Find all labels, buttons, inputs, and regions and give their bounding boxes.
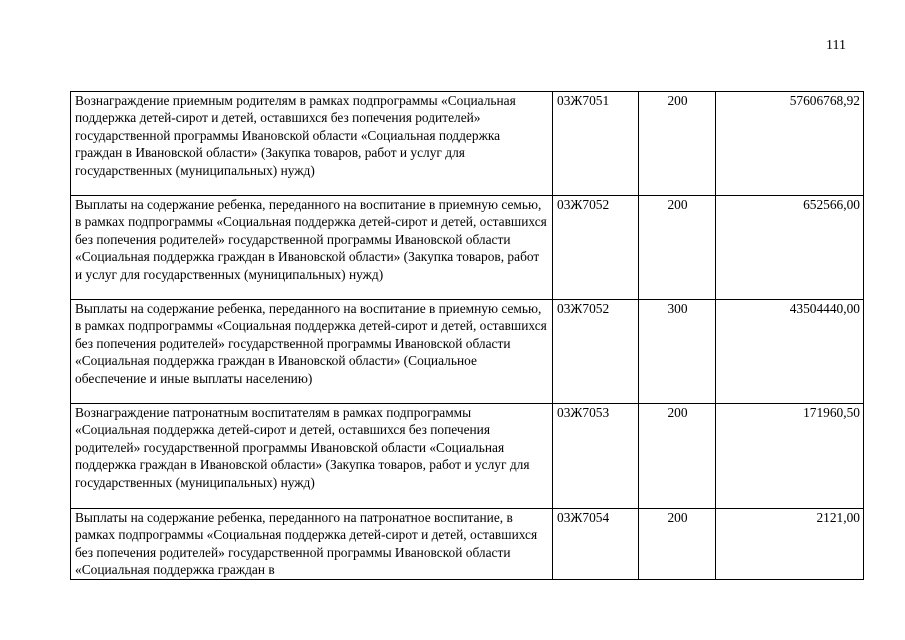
row-target-code: 03Ж7053 bbox=[553, 404, 639, 509]
row-target-code: 03Ж7054 bbox=[553, 509, 639, 580]
row-expense-type: 200 bbox=[639, 509, 716, 580]
row-sum: 171960,50 bbox=[716, 404, 864, 509]
row-description: Вознаграждение патронатным воспитателям в рамках подпрограммы «Социальная поддержка детей-сирот и детей, оставшихся без попечения родителей» государственной программы Ивановской области «Социальная поддержка граждан в Ивановской области» (Закупка товаров, работ и услуг для государственных (муниципальных) нужд) bbox=[71, 404, 553, 509]
row-target-code: 03Ж7052 bbox=[553, 300, 639, 404]
row-target-code: 03Ж7051 bbox=[553, 92, 639, 196]
row-expense-type: 200 bbox=[639, 92, 716, 196]
table-row bbox=[71, 196, 864, 300]
table-row bbox=[71, 92, 864, 196]
page-number: 111 bbox=[826, 38, 846, 53]
row-sum: 43504440,00 bbox=[716, 300, 864, 404]
row-target-code: 03Ж7052 bbox=[553, 196, 639, 300]
table-row bbox=[71, 509, 864, 580]
row-expense-type: 200 bbox=[639, 196, 716, 300]
table-row bbox=[71, 404, 864, 509]
row-description: Выплаты на содержание ребенка, переданного на воспитание в приемную семью, в рамках подпрограммы «Социальная поддержка детей-сирот и детей, оставшихся без попечения родителей» государственной программы Ивановской области «Социальная поддержка граждан в Ивановской области» (Социальное обеспечение и иные выплаты населению) bbox=[71, 300, 553, 404]
row-sum: 652566,00 bbox=[716, 196, 864, 300]
row-sum: 2121,00 bbox=[716, 509, 864, 580]
row-description: Выплаты на содержание ребенка, переданного на воспитание в приемную семью, в рамках подпрограммы «Социальная поддержка детей-сирот и детей, оставшихся без попечения родителей» государственной программы Ивановской области «Социальная поддержка граждан в Ивановской области» (Закупка товаров, работ и услуг для государственных (муниципальных) нужд) bbox=[71, 196, 553, 300]
row-description: Вознаграждение приемным родителям в рамках подпрограммы «Социальная поддержка детей-сирот и детей, оставшихся без попечения родителей» государственной программы Ивановской области «Социальная поддержка граждан в Ивановской области» (Закупка товаров, работ и услуг для государственных (муниципальных) нужд) bbox=[71, 92, 553, 196]
row-expense-type: 300 bbox=[639, 300, 716, 404]
table-row bbox=[71, 300, 864, 404]
row-sum: 57606768,92 bbox=[716, 92, 864, 196]
row-description: Выплаты на содержание ребенка, переданного на патронатное воспитание, в рамках подпрограммы «Социальная поддержка детей-сирот и детей, оставшихся без попечения родителей» государственной программы Ивановской области «Социальная поддержка граждан в bbox=[71, 509, 553, 580]
row-expense-type: 200 bbox=[639, 404, 716, 509]
budget-table bbox=[70, 91, 864, 580]
